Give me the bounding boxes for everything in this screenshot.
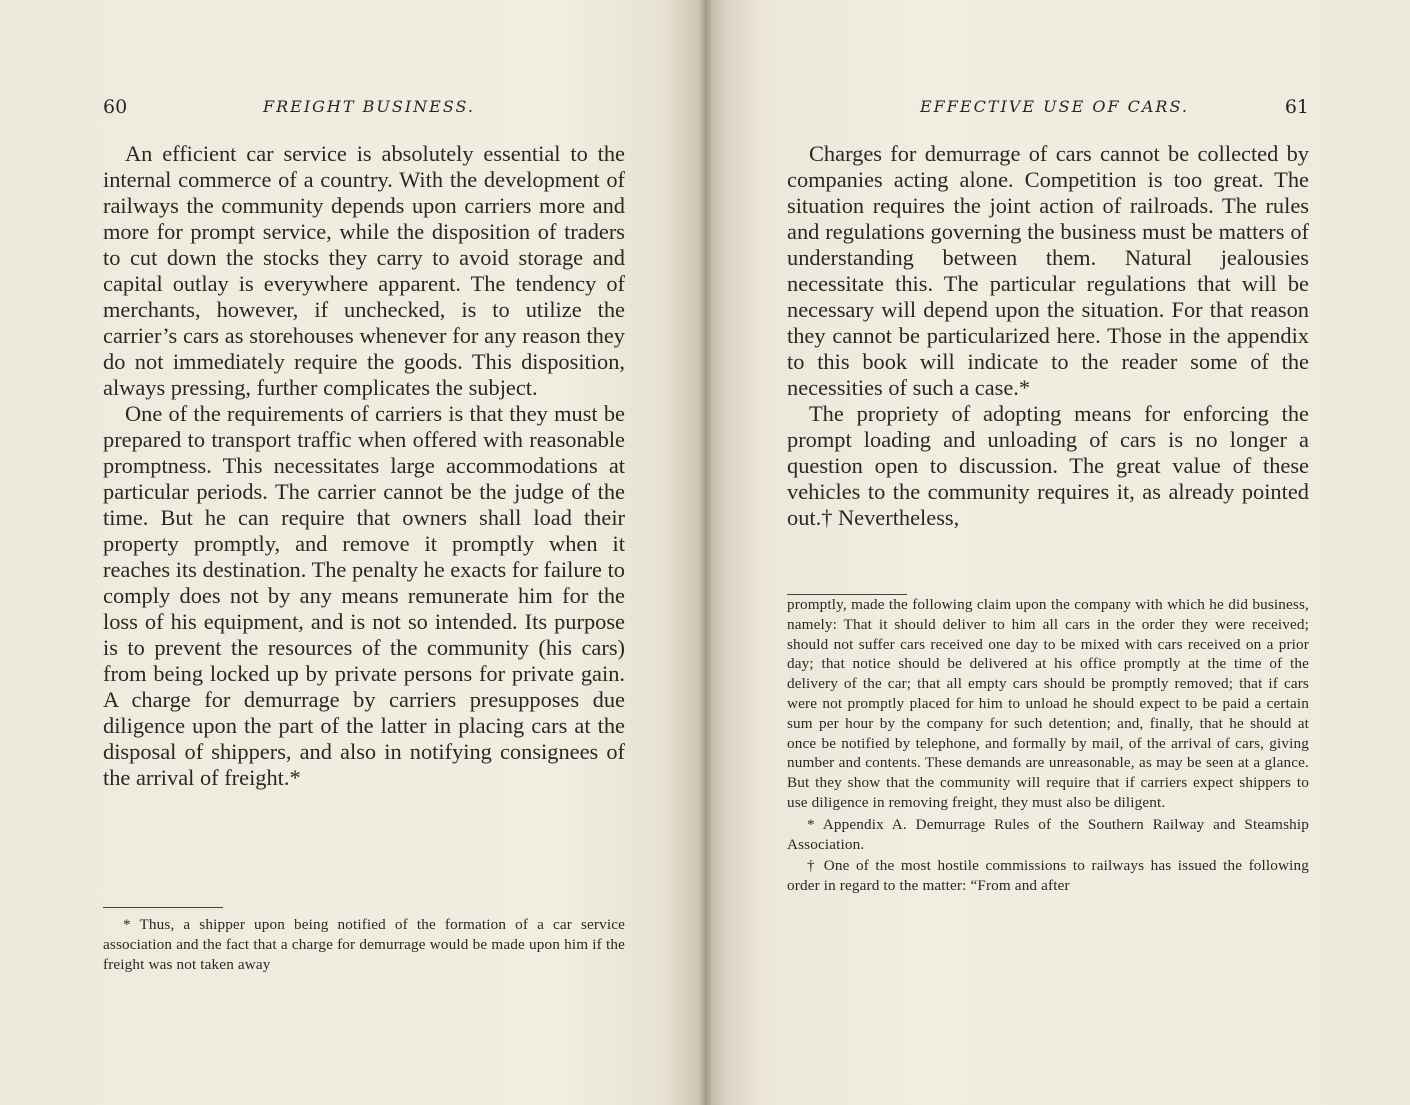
right-footnote-dagger: † One of the most hostile commissions to railways has issued the following order in regard to the matter: “From and after [787,857,1309,895]
right-footnote-star: * Appendix A. Demurrage Rules of the Southern Railway and Steamship Association. [787,815,1309,853]
left-running-head [103,96,625,120]
left-paragraph-2: One of the requirements of carriers is that they must be prepared to transport traffic when offered with reasonable promptness. This necessitates large accommodations at particular periods. The carrier cannot be the judge of the time. But he can require that owners shall load their property promptly, and remove it promptly when it reaches its destination. The penalty he exacts for failure to comply does not by any means remunerate him for the loss of his equipment, and is not so intended. Its purpose is to prevent the resources of the community (his cars) from being locked up by private persons for private gain. A charge for demurrage by carriers presupposes due diligence upon the part of the latter in placing cars at the disposal of shippers, and also in notifying consignees of the arrival of freight.* [103,401,625,790]
left-running-title: FREIGHT BUSINESS. [263,97,475,116]
right-running-head [787,96,1309,120]
left-page-number: 60 [103,96,128,118]
right-page [705,0,1410,1105]
left-footnote-1: * Thus, a shipper upon being notified of the formation of a car service association and the fact that a charge for demurrage would be made upon him if the freight was not taken away [103,916,625,973]
left-body-text [103,141,625,791]
right-body-text [787,141,1309,531]
left-footnote-rule [103,907,223,908]
right-running-title: EFFECTIVE USE OF CARS. [920,97,1189,116]
right-footnote-continued: promptly, made the following claim upon the company with which he did business, namely: That it should deliver to him all cars in the order they were received; should not suffer cars received one day to be mixed with cars received on a prior day; that notice should be delivered at his office promptly at the time of the delivery of the car; that all empty cars should be promptly removed; that if cars were not promptly placed for him to unload he should expect to be paid a certain sum per hour by the company for such detention; and, finally, that he should at once be notified by telephone, and formally by mail, of the arrival of cars, giving number and contents. These demands are unreasonable, as may be seen at a glance. But they show that the community will require that if carriers expect shippers to use diligence in removing freight, they must also be diligent. [787,596,1309,811]
left-footnotes [103,915,625,974]
right-page-number: 61 [1284,96,1309,118]
right-footnotes [787,595,1309,896]
right-paragraph-2: The propriety of adopting means for enforcing the prompt loading and unloading of cars is no longer a question open to discussion. The great value of these vehicles to the community requires it, as already pointed out.† Nevertheless, [787,401,1309,530]
left-paragraph-1: An efficient car service is absolutely essential to the internal commerce of a country. With the development of railways the community depends upon carriers more and more for prompt service, while the disposition of traders to cut down the stocks they carry to avoid storage and capital outlay is everywhere apparent. The tendency of merchants, however, if unchecked, is to utilize the carrier’s cars as storehouses whenever for any reason they do not immediately require the goods. This disposition, always pressing, further complicates the subject. [103,141,625,400]
right-paragraph-1: Charges for demurrage of cars cannot be collected by companies acting alone. Competition is too great. The situation requires the joint action of railroads. The rules and regulations governing the business must be matters of understanding between them. Natural jealousies necessitate this. The particular regulations that will be necessary will depend upon the situation. For that reason they cannot be particularized here. Those in the appendix to this book will indicate to the reader some of the necessities of such a case.* [787,141,1309,400]
